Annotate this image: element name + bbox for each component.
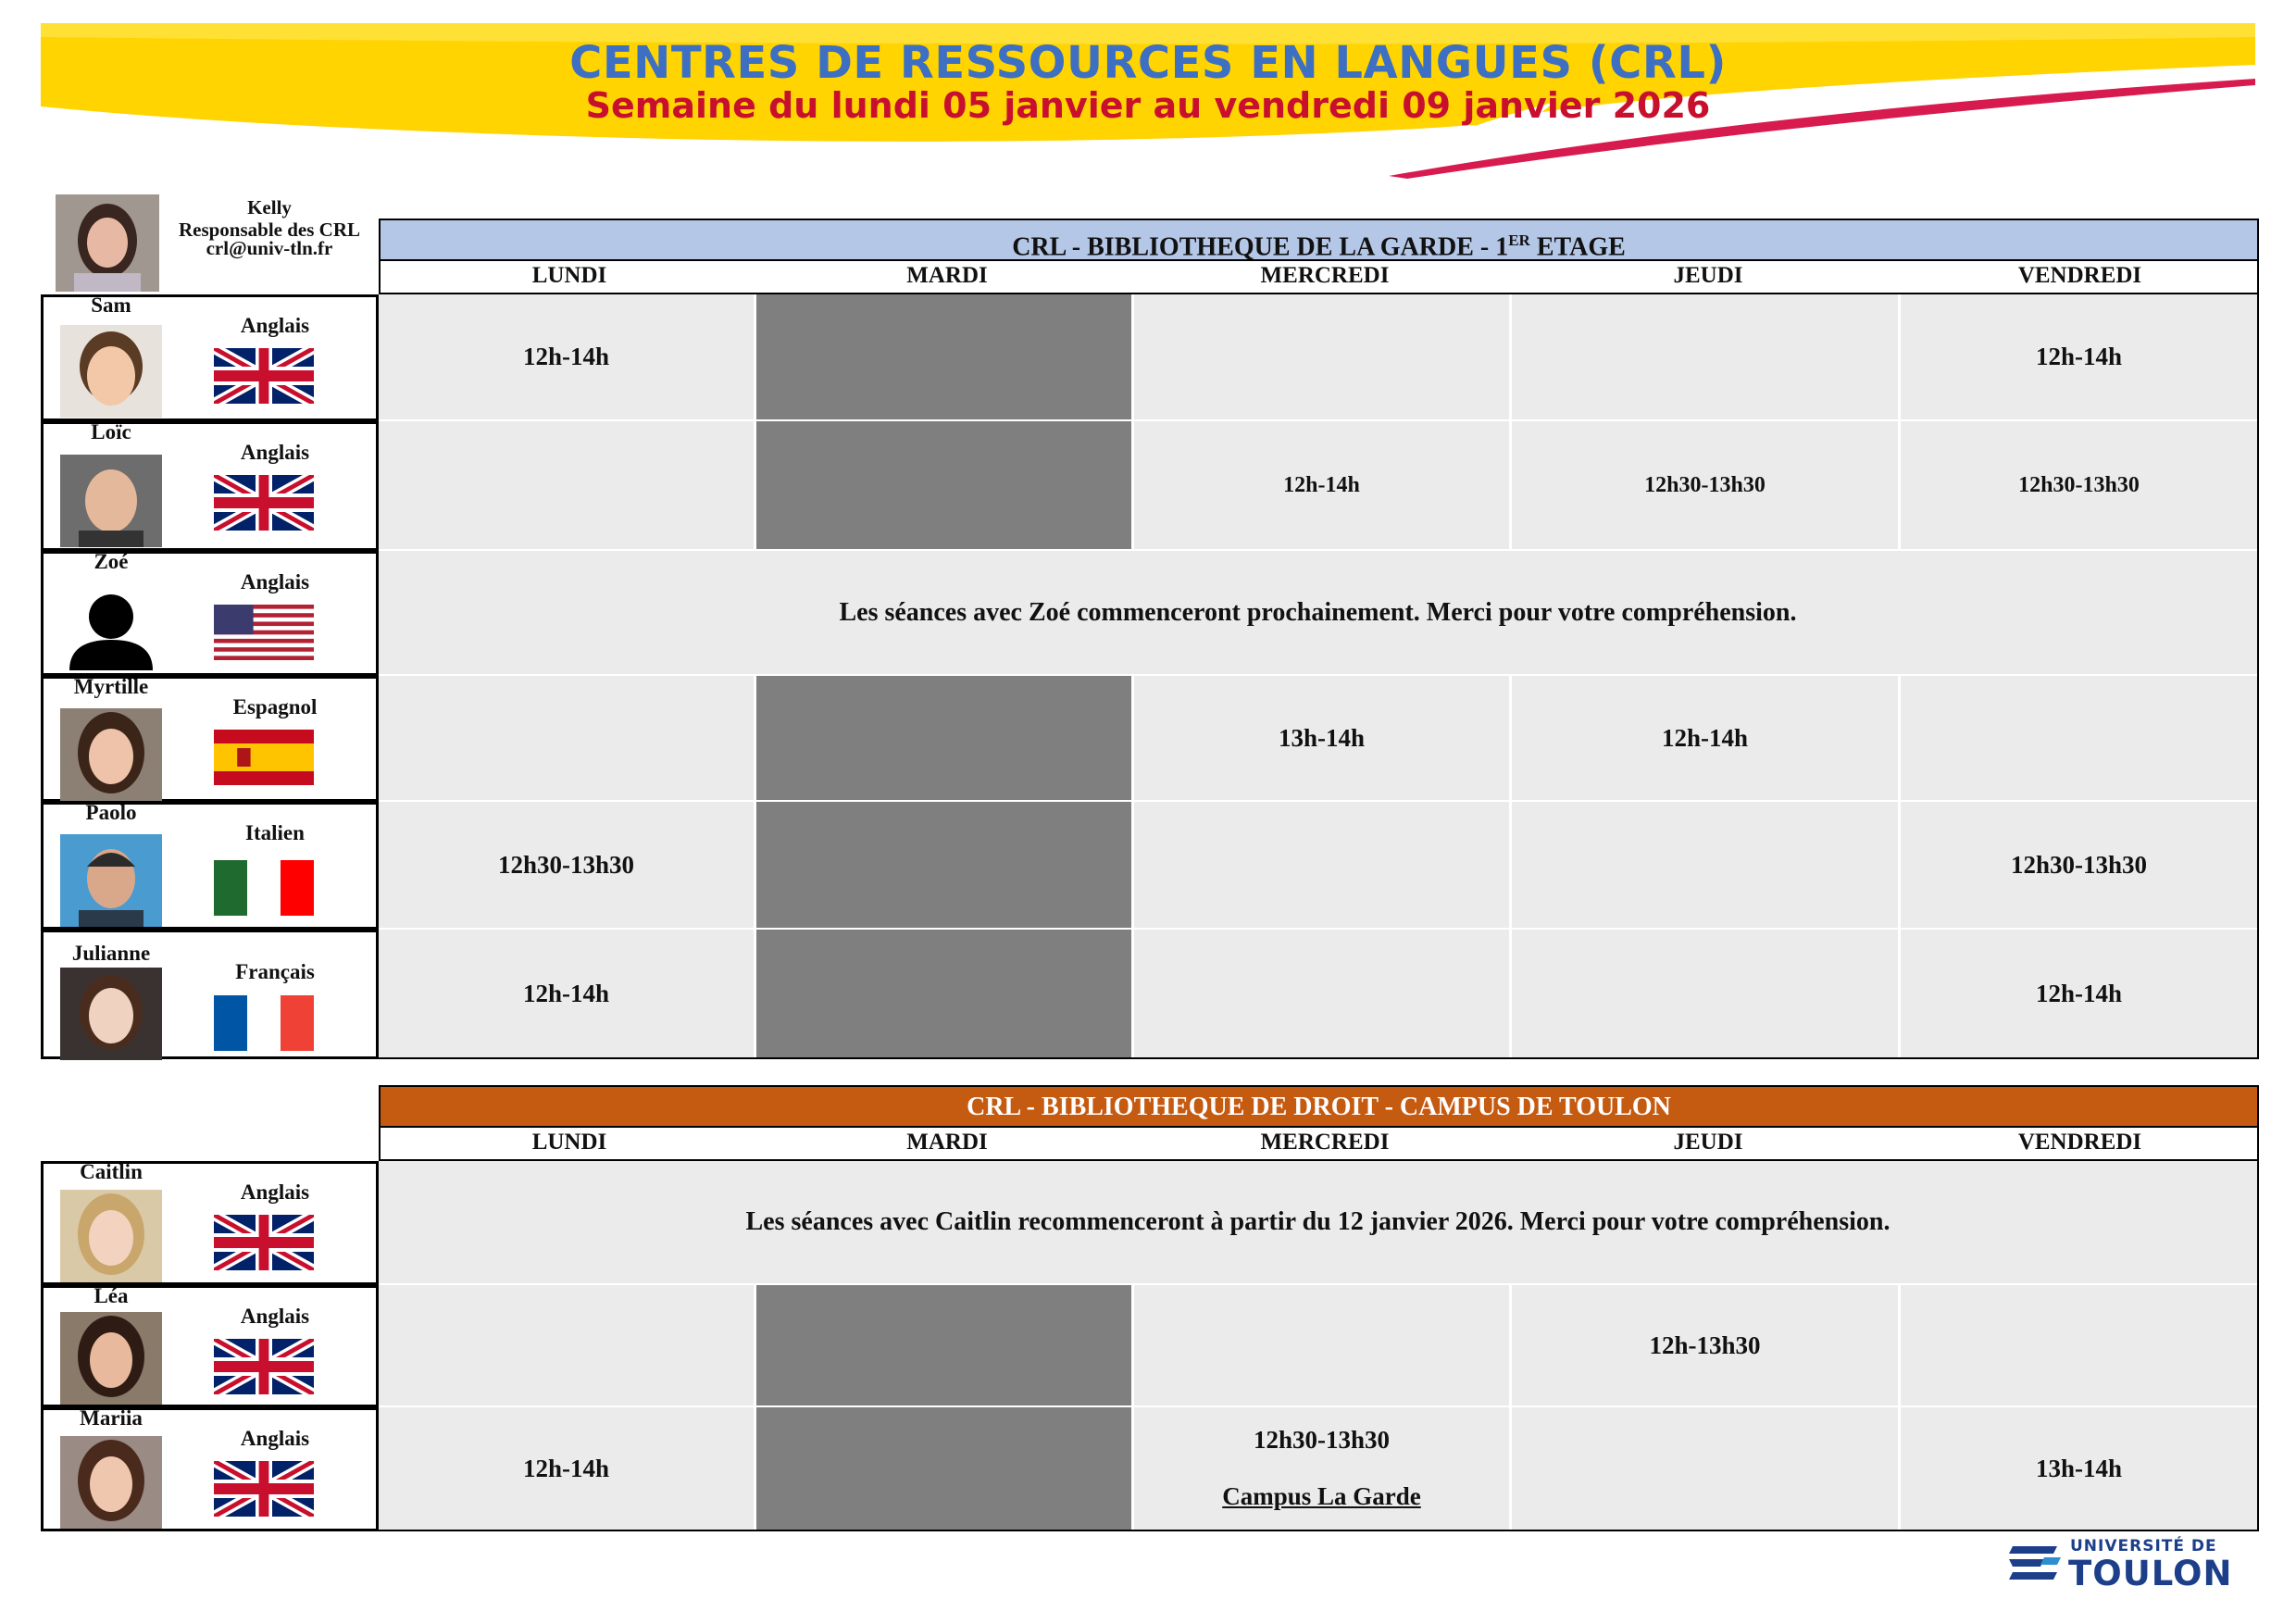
tutor-row-zoe bbox=[41, 551, 2261, 676]
slot-wednesday: 13h-14h bbox=[1134, 676, 1512, 802]
slot-thursday bbox=[1512, 930, 1901, 1059]
day-header: MARDI bbox=[906, 263, 988, 288]
caitlin-avatar bbox=[60, 1190, 162, 1282]
slot-wednesday bbox=[1134, 1285, 1512, 1407]
slot-wednesday: 12h-14h bbox=[1134, 421, 1512, 551]
uk-flag-icon bbox=[214, 348, 314, 404]
schedule-row bbox=[379, 551, 2259, 676]
tutor-card bbox=[41, 1285, 379, 1407]
logo-line2: TOULON bbox=[2068, 1554, 2233, 1593]
tutor-card bbox=[41, 1407, 379, 1531]
julianne-avatar bbox=[60, 968, 162, 1060]
slot-tuesday-closed bbox=[756, 676, 1134, 802]
tutor-card bbox=[41, 551, 379, 676]
uk-flag-icon bbox=[214, 1215, 314, 1270]
section1-left-line bbox=[377, 294, 379, 1059]
us-flag-icon bbox=[214, 605, 314, 660]
logo-line1: UNIVERSITÉ DE bbox=[2070, 1537, 2217, 1555]
slot-friday: 12h30-13h30 bbox=[1901, 421, 2257, 551]
university-logo bbox=[2007, 1537, 2233, 1593]
tutor-language: Anglais bbox=[240, 1181, 310, 1204]
tutor-row-caitlin bbox=[41, 1161, 2261, 1285]
slot-tuesday-closed bbox=[756, 421, 1134, 551]
day-header: MERCREDI bbox=[1260, 263, 1390, 288]
day-header: JEUDI bbox=[1673, 263, 1743, 288]
tutor-name: Mariia bbox=[80, 1406, 143, 1430]
tutor-card bbox=[41, 294, 379, 421]
tutor-name: Zoé bbox=[94, 550, 129, 573]
schedule-row bbox=[379, 1285, 2259, 1407]
responsible-email[interactable]: crl@univ-tln.fr bbox=[206, 237, 333, 259]
responsible-block bbox=[56, 194, 380, 296]
uk-flag-icon bbox=[214, 1339, 314, 1394]
section2-header bbox=[379, 1085, 2259, 1128]
sam-avatar bbox=[60, 325, 162, 418]
placeholder-avatar-icon bbox=[60, 589, 162, 672]
slot-monday bbox=[379, 1285, 756, 1407]
responsible-name: Kelly bbox=[247, 196, 292, 219]
tutor-card bbox=[41, 930, 379, 1059]
section1-days-row bbox=[379, 261, 2259, 294]
tutor-message: Les séances avec Caitlin recommenceront à partir du 12 janvier 2026. Merci pour votre compréhension. bbox=[379, 1161, 2257, 1285]
tutor-card bbox=[41, 421, 379, 551]
slot-thursday: 12h-13h30 bbox=[1512, 1285, 1901, 1407]
tutor-language: Italien bbox=[245, 821, 305, 844]
tutor-name: Loïc bbox=[91, 420, 131, 443]
tutor-name: Paolo bbox=[85, 801, 137, 824]
slot-friday: 12h-14h bbox=[1901, 930, 2257, 1059]
tutor-language: Anglais bbox=[240, 1427, 310, 1450]
slot-friday: 13h-14h bbox=[1901, 1407, 2257, 1531]
slot-friday: 12h30-13h30 bbox=[1901, 802, 2257, 930]
tutor-card bbox=[41, 1161, 379, 1285]
slot-wednesday bbox=[1134, 294, 1512, 421]
day-header: MARDI bbox=[906, 1130, 988, 1155]
slot-monday: 12h-14h bbox=[379, 294, 756, 421]
uk-flag-icon bbox=[214, 1461, 314, 1517]
slot-tuesday-closed bbox=[756, 1407, 1134, 1531]
slot-wednesday-time: 12h30-13h30 bbox=[1253, 1426, 1391, 1454]
slot-friday bbox=[1901, 1285, 2257, 1407]
day-header: VENDREDI bbox=[2017, 263, 2142, 288]
tutor-row-julianne bbox=[41, 930, 2261, 1059]
tutor-name: Sam bbox=[91, 294, 131, 317]
tutor-message: Les séances avec Zoé commenceront prochainement. Merci pour votre compréhension. bbox=[379, 551, 2257, 676]
tutor-language: Anglais bbox=[240, 570, 310, 593]
schedule-row bbox=[379, 676, 2259, 802]
tutor-name: Léa bbox=[94, 1284, 129, 1307]
tutor-card bbox=[41, 802, 379, 930]
lea-avatar bbox=[60, 1312, 162, 1405]
schedule-row bbox=[379, 421, 2259, 551]
slot-thursday bbox=[1512, 1407, 1901, 1531]
tutor-row-paolo bbox=[41, 802, 2261, 930]
slot-tuesday-closed bbox=[756, 802, 1134, 930]
schedule-row bbox=[379, 294, 2259, 421]
paolo-avatar bbox=[60, 834, 162, 927]
schedule-row bbox=[379, 802, 2259, 930]
tutor-row-mariia bbox=[41, 1407, 2261, 1531]
tutor-language: Anglais bbox=[240, 314, 310, 337]
campus-note-link[interactable]: Campus La Garde bbox=[1222, 1482, 1421, 1510]
myrtille-avatar bbox=[60, 708, 162, 801]
slot-monday bbox=[379, 676, 756, 802]
tutor-name: Caitlin bbox=[80, 1160, 143, 1183]
italy-flag-icon bbox=[214, 860, 314, 916]
slot-friday: 12h-14h bbox=[1901, 294, 2257, 421]
section1-title: CRL - BIBLIOTHEQUE DE LA GARDE - 1 bbox=[1012, 232, 1509, 262]
slot-friday bbox=[1901, 676, 2257, 802]
day-header: VENDREDI bbox=[2017, 1130, 2142, 1155]
day-header: MERCREDI bbox=[1260, 1130, 1390, 1155]
section1-bottom-line bbox=[379, 1057, 2259, 1059]
slot-monday: 12h-14h bbox=[379, 930, 756, 1059]
section1-title-end: ETAGE bbox=[1529, 232, 1626, 262]
section1-header bbox=[379, 219, 2259, 261]
slot-thursday: 12h30-13h30 bbox=[1512, 421, 1901, 551]
slot-monday: 12h30-13h30 bbox=[379, 802, 756, 930]
slot-wednesday bbox=[1134, 802, 1512, 930]
uk-flag-icon bbox=[214, 475, 314, 531]
tutor-language: Anglais bbox=[240, 1305, 310, 1328]
tutor-language: Français bbox=[235, 960, 315, 983]
page-title: CENTRES DE RESSOURCES EN LANGUES (CRL) bbox=[569, 37, 1727, 89]
tutor-row-sam bbox=[41, 294, 2261, 421]
slot-wednesday bbox=[1134, 1407, 1512, 1531]
section2-bottom-line bbox=[379, 1530, 2259, 1531]
section2-title: CRL - BIBLIOTHEQUE DE DROIT - CAMPUS DE TOULON bbox=[967, 1093, 1671, 1121]
slot-thursday bbox=[1512, 294, 1901, 421]
day-header: JEUDI bbox=[1673, 1130, 1743, 1155]
section2-left-line bbox=[377, 1161, 379, 1531]
slot-thursday bbox=[1512, 802, 1901, 930]
slot-tuesday-closed bbox=[756, 930, 1134, 1059]
tutor-row-loic bbox=[41, 421, 2261, 551]
slot-wednesday bbox=[1134, 930, 1512, 1059]
university-logo-icon bbox=[2007, 1543, 2063, 1589]
kelly-avatar bbox=[56, 194, 159, 292]
day-header: LUNDI bbox=[531, 263, 607, 288]
loic-avatar bbox=[60, 455, 162, 547]
spain-flag-icon bbox=[214, 730, 314, 785]
schedule-row bbox=[379, 930, 2259, 1059]
slot-monday bbox=[379, 421, 756, 551]
france-flag-icon bbox=[214, 995, 314, 1051]
schedule-row bbox=[379, 1407, 2259, 1531]
section1-title-sup: ER bbox=[1508, 231, 1530, 249]
responsible-role: Responsable des CRL bbox=[178, 219, 361, 241]
schedule-row bbox=[379, 1161, 2259, 1285]
tutor-name: Myrtille bbox=[73, 675, 149, 698]
tutor-name: Julianne bbox=[71, 942, 151, 965]
slot-tuesday-closed bbox=[756, 1285, 1134, 1407]
page-subtitle: Semaine du lundi 05 janvier au vendredi 09 janvier 2026 bbox=[585, 85, 1711, 126]
tutor-card bbox=[41, 676, 379, 802]
tutor-row-myrtille bbox=[41, 676, 2261, 802]
tutor-language: Anglais bbox=[240, 441, 310, 464]
slot-tuesday-closed bbox=[756, 294, 1134, 421]
section2-days-row bbox=[379, 1128, 2259, 1161]
tutor-row-lea bbox=[41, 1285, 2261, 1407]
day-header: LUNDI bbox=[531, 1130, 607, 1155]
slot-thursday: 12h-14h bbox=[1512, 676, 1901, 802]
slot-monday: 12h-14h bbox=[379, 1407, 756, 1531]
mariia-avatar bbox=[60, 1436, 162, 1529]
tutor-language: Espagnol bbox=[232, 695, 318, 718]
